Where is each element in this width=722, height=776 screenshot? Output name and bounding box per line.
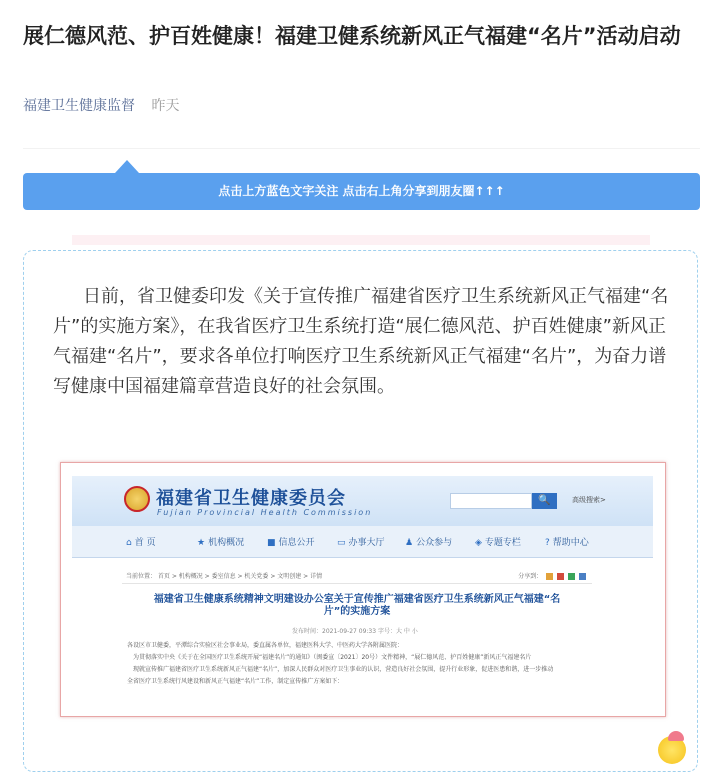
advanced-search-link: 高级搜索> (572, 496, 606, 504)
share-label: 分享到： (518, 573, 543, 580)
site-header (72, 476, 653, 526)
decorative-band (72, 235, 650, 245)
document-line: 现就宣传推广福建省医疗卫生系统新风正气福建“名片”，加深人民群众对医疗卫生事业的认识，营造良好社会氛围，提升行业形象，促进医患和谐，进一步推动 (127, 666, 554, 673)
site-nav (72, 526, 653, 558)
nav-item-home (126, 535, 156, 548)
folder-icon: ■ (267, 538, 276, 548)
nav-label: 信息公开 (278, 538, 315, 548)
embedded-screenshot[interactable] (60, 462, 666, 717)
nav-label: 专题专栏 (484, 538, 521, 548)
weibo-icon (557, 573, 564, 580)
nav-item-services (337, 535, 385, 548)
document-title: 福建省卫生健康系统精神文明建设办公室关于宣传推广福建省医疗卫生系统新风正气福建“名片”的实施方案 (153, 594, 561, 617)
divider (23, 148, 700, 149)
site-name: 福建省卫生健康委员会 (156, 488, 346, 509)
share-icon (546, 573, 553, 580)
site-name-en: Fujian Provincial Health Commission (157, 508, 373, 517)
nav-item-about (197, 535, 244, 548)
nav-label: 机构概况 (208, 538, 245, 548)
star-icon: ★ (197, 538, 206, 548)
nav-label: 帮助中心 (552, 538, 589, 548)
share-bar (518, 571, 586, 580)
website-screenshot (72, 476, 653, 704)
article-title: 展仁德风范、护百姓健康！福建卫健系统新风正气福建“名片”活动启动 (23, 24, 681, 48)
mascot-hat-icon (668, 731, 684, 741)
breadcrumb (122, 569, 592, 584)
nav-item-info (267, 535, 315, 548)
nav-item-public (405, 535, 452, 548)
notice-arrow-icon (115, 160, 139, 173)
article-meta (23, 96, 179, 116)
publish-time: 昨天 (151, 98, 180, 114)
qzone-icon (579, 573, 586, 580)
national-emblem-icon (124, 486, 150, 512)
search-icon: 🔍 (532, 493, 557, 509)
account-name-link[interactable]: 福建卫生健康监督 (23, 98, 135, 114)
nav-label: 首 页 (134, 538, 156, 548)
nav-item-help (545, 535, 589, 548)
document-body (127, 640, 597, 688)
nav-label: 公众参与 (416, 538, 453, 548)
document-date: 发布时间：2021-09-27 09:33 字号：大 中 小 (292, 628, 418, 635)
article-body: 日前，省卫健委印发《关于宣传推广福建省医疗卫生系统新风正气福建“名片”的实施方案》，在我省医疗卫生系统打造“展仁德风范、护百姓健康”新风正气福建“名片”，要求各单位打响医疗卫生系统新风正气福建“名片”，为奋力谱写健康中国福建篇章营造良好的社会氛围。 (53, 286, 669, 397)
nav-label: 办事大厅 (348, 538, 385, 548)
nav-item-topics (475, 535, 521, 548)
people-icon: ♟ (405, 538, 414, 548)
follow-notice (23, 160, 700, 210)
breadcrumb-text: 当前位置： 首页 > 机构概况 > 委室信息 > 机关党委 > 文明创建 > 详情 (126, 573, 323, 580)
help-icon: ? (545, 538, 550, 548)
document-line: 各设区市卫健委，平潭综合实验区社会事业局，委直属各单位，福建医科大学、中医药大学各附属医院： (127, 642, 404, 649)
site-search-input (450, 493, 532, 509)
home-icon: ⌂ (126, 538, 132, 548)
topic-icon: ◈ (475, 538, 482, 548)
wechat-icon (568, 573, 575, 580)
document-line: 为贯彻落实中央《关于在全国医疗卫生系统开展“福建名片”的通知》（闽委宣〔2021〕20号）文件精神，“展仁德风范、护百姓健康”新风正气福建名片 (127, 654, 532, 661)
follow-notice-text: 点击上方蓝色文字关注 点击右上角分享到朋友圈↑↑↑ (23, 173, 700, 210)
monitor-icon: ▭ (337, 538, 346, 548)
document-line: 全省医疗卫生系统行风建设和新风正气福建“名片”工作，制定宣传推广方案如下： (127, 678, 344, 685)
